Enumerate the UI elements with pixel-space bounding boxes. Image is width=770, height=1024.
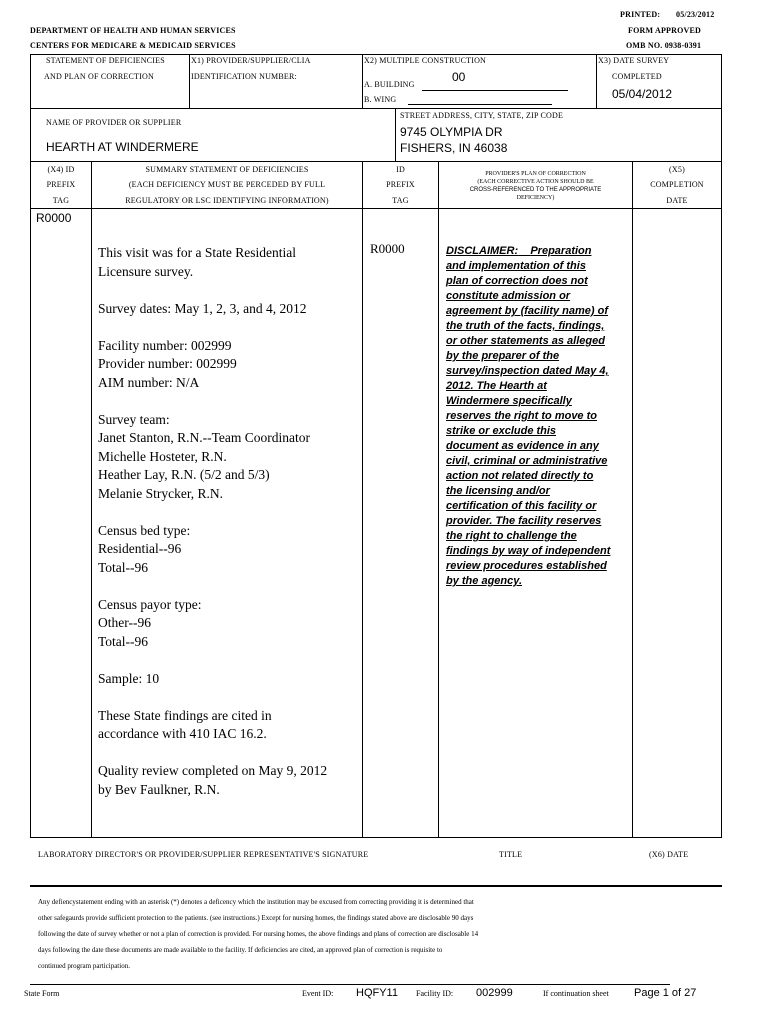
- x5-header-1: (X5): [669, 165, 685, 174]
- disclaimer-line: the licensing and/or: [446, 485, 550, 497]
- footnote-line: following the date of survey whether or not a plan of correction is provided. For nursing homes, the above findings and plans of correction are disclosable 14: [38, 930, 479, 938]
- title-label: TITLE: [499, 850, 523, 859]
- date-survey-label-1: X3) DATE SURVEY: [598, 56, 670, 65]
- summary-line: [98, 651, 360, 670]
- event-id-value: HQFY11: [356, 987, 398, 999]
- x6-date-label: (X6) DATE: [649, 850, 689, 859]
- address-line-1: 9745 OLYMPIA DR: [400, 125, 503, 139]
- x5-header-2: COMPLETION: [650, 180, 704, 189]
- signature-label: LABORATORY DIRECTOR'S OR PROVIDER/SUPPLIER REPRESENTATIVE'S SIGNATURE: [38, 850, 369, 859]
- building-label: A. BUILDING: [364, 80, 415, 89]
- summary-line: Survey team:: [98, 411, 170, 427]
- summary-line: Facility number: 002999: [98, 337, 232, 353]
- summary-line: This visit was for a State Residential: [98, 245, 296, 260]
- page-number: Page 1 of 27: [634, 987, 697, 999]
- footnote-line: other safegaurds provide sufficient protection to the patients. (see instructions.) Except for nursing homes, the findings stated above are disclosable 90 days: [38, 914, 474, 922]
- form-approved: FORM APPROVED: [628, 26, 702, 35]
- clia-label-1: X1) PROVIDER/SUPPLIER/CLIA: [191, 56, 311, 65]
- disclaimer-label: DISCLAIMER:: [446, 245, 519, 257]
- x5-header-3: DATE: [666, 196, 688, 205]
- summary-line: Census bed type:: [98, 522, 191, 538]
- row-id-tag: R0000: [370, 241, 405, 256]
- summary-line: [98, 503, 360, 522]
- disclaimer-line: constitute admission or: [446, 290, 571, 302]
- plan-header-2: (EACH CORRECTIVE ACTION SHOULD BE: [477, 179, 594, 185]
- disclaimer-line: or other statements as alleged: [446, 335, 605, 347]
- footnote: [38, 894, 718, 974]
- summary-line: [98, 392, 360, 411]
- state-form-label: State Form: [24, 989, 60, 998]
- id-header-2: PREFIX: [386, 180, 415, 189]
- summary-line: [98, 577, 360, 596]
- summary-line: Total--96: [98, 633, 149, 649]
- disclaimer-line: the truth of the facts, findings,: [446, 320, 605, 332]
- plan-header-4: DEFICIENCY): [516, 195, 555, 201]
- summary-line: AIM number: N/A: [98, 374, 200, 390]
- disclaimer-line: plan of correction does not: [446, 275, 588, 287]
- disclaimer-line: survey/inspection dated May 4,: [446, 365, 609, 377]
- address-label: STREET ADDRESS, CITY, STATE, ZIP CODE: [400, 111, 564, 120]
- x4-header-3: TAG: [52, 196, 70, 205]
- disclaimer-line: review procedures established: [446, 560, 607, 572]
- date-survey-label-2: COMPLETED: [612, 72, 662, 81]
- date-survey-value: 05/04/2012: [612, 87, 673, 101]
- summary-line: Melanie Strycker, R.N.: [98, 485, 224, 501]
- disclaimer-line: and implementation of this: [446, 260, 586, 272]
- disclaimer-line: provider. The facility reserves: [446, 515, 602, 527]
- x4-header-2: PREFIX: [46, 180, 76, 189]
- wing-label: B. WING: [364, 95, 397, 104]
- plan-of-correction: [446, 244, 630, 589]
- summary-statement: [98, 244, 360, 799]
- disclaimer-line: strike or exclude this: [446, 425, 557, 437]
- summary-header-2: (EACH DEFICIENCY MUST BE PERCEDED BY FULL: [128, 180, 326, 189]
- summary-line: Census payor type:: [98, 596, 202, 612]
- summary-line: [98, 688, 360, 707]
- summary-line: Sample: 10: [98, 670, 160, 686]
- summary-line: Quality review completed on May 9, 2012: [98, 763, 328, 778]
- x4-header-1: (X4) ID: [47, 165, 75, 174]
- disclaimer-line: civil, criminal or administrative: [446, 455, 608, 467]
- id-header-3: TAG: [392, 196, 409, 205]
- plan-header-3: CROSS-REFERENCED TO THE APPROPRIATE: [469, 187, 602, 193]
- summary-line: Provider number: 002999: [98, 356, 237, 371]
- disclaimer-line: Preparation: [530, 245, 592, 257]
- disclaimer-line: the right to challenge the: [446, 530, 577, 542]
- summary-line: Janet Stanton, R.N.--Team Coordinator: [98, 430, 311, 445]
- footnote-line: continued program participation.: [38, 962, 130, 970]
- disclaimer-line: agreement by (facility name) of: [446, 305, 608, 317]
- summary-line: Heather Lay, R.N. (5/2 and 5/3): [98, 467, 270, 482]
- cms-title: CENTERS FOR MEDICARE & MEDICAID SERVICES: [30, 41, 236, 50]
- printed-date: 05/23/2012: [676, 10, 715, 19]
- summary-line: Other--96: [98, 615, 151, 630]
- statement-label-1: STATEMENT OF DEFICIENCIES: [46, 56, 165, 65]
- disclaimer-line: action not related directly to: [446, 470, 594, 482]
- summary-line: Licensure survey.: [98, 263, 194, 279]
- summary-line: These State findings are cited in: [98, 707, 272, 723]
- continuation-label: If continuation sheet: [543, 989, 609, 998]
- printed-label: PRINTED:: [620, 10, 661, 19]
- summary-line: [98, 318, 360, 337]
- summary-line: Michelle Hosteter, R.N.: [98, 448, 227, 464]
- disclaimer-line: Windermere specifically: [446, 395, 572, 407]
- footnote-line: Any defiencystatement ending with an asterisk (*) denotes a deficency which the institution may be excused from correcting providing it is determined that: [38, 898, 474, 906]
- summary-line: accordance with 410 IAC 16.2.: [98, 726, 267, 741]
- facility-id-value: 002999: [476, 987, 513, 999]
- provider-name-label: NAME OF PROVIDER OR SUPPLIER: [46, 118, 182, 127]
- disclaimer-line: document as evidence in any: [446, 440, 599, 452]
- disclaimer-line: findings by way of independent: [446, 545, 611, 557]
- footnote-line: days following the date these documents are made available to the facility. If deficiencies are cited, an approved plan of correction is requisite to: [38, 946, 443, 954]
- disclaimer-line: reserves the right to move to: [446, 410, 597, 422]
- statement-label-2: AND PLAN OF CORRECTION: [44, 72, 154, 81]
- summary-line: [98, 281, 360, 300]
- summary-line: [98, 744, 360, 763]
- disclaimer-line: 2012. The Hearth at: [446, 380, 547, 392]
- event-id-label: Event ID:: [302, 989, 334, 998]
- disclaimer-line: by the preparer of the: [446, 350, 560, 362]
- provider-name: HEARTH AT WINDERMERE: [46, 140, 199, 154]
- summary-line: Residential--96: [98, 541, 182, 556]
- plan-header-1: PROVIDER'S PLAN OF CORRECTION: [485, 171, 586, 177]
- id-header-1: ID: [396, 165, 405, 174]
- omb-number: OMB NO. 0938-0391: [626, 41, 702, 50]
- building-value: 00: [452, 70, 466, 84]
- summary-header-1: SUMMARY STATEMENT OF DEFICIENCIES: [145, 165, 309, 174]
- plan-header: [439, 170, 632, 202]
- row-prefix-tag: R0000: [36, 211, 72, 225]
- facility-id-label: Facility ID:: [416, 989, 454, 998]
- summary-line: Total--96: [98, 559, 149, 575]
- summary-line: Survey dates: May 1, 2, 3, and 4, 2012: [98, 300, 307, 316]
- summary-header-3: REGULATORY OR LSC IDENTIFYING INFORMATION): [125, 196, 329, 205]
- clia-label-2: IDENTIFICATION NUMBER:: [191, 72, 297, 81]
- multiple-construction-label: X2) MULTIPLE CONSTRUCTION: [364, 56, 487, 65]
- disclaimer-line: by the agency.: [446, 575, 523, 587]
- department-title: DEPARTMENT OF HEALTH AND HUMAN SERVICES: [30, 26, 236, 35]
- disclaimer-line: certification of this facility or: [446, 500, 597, 512]
- summary-line: by Bev Faulkner, R.N.: [98, 781, 220, 797]
- address-line-2: FISHERS, IN 46038: [400, 141, 508, 155]
